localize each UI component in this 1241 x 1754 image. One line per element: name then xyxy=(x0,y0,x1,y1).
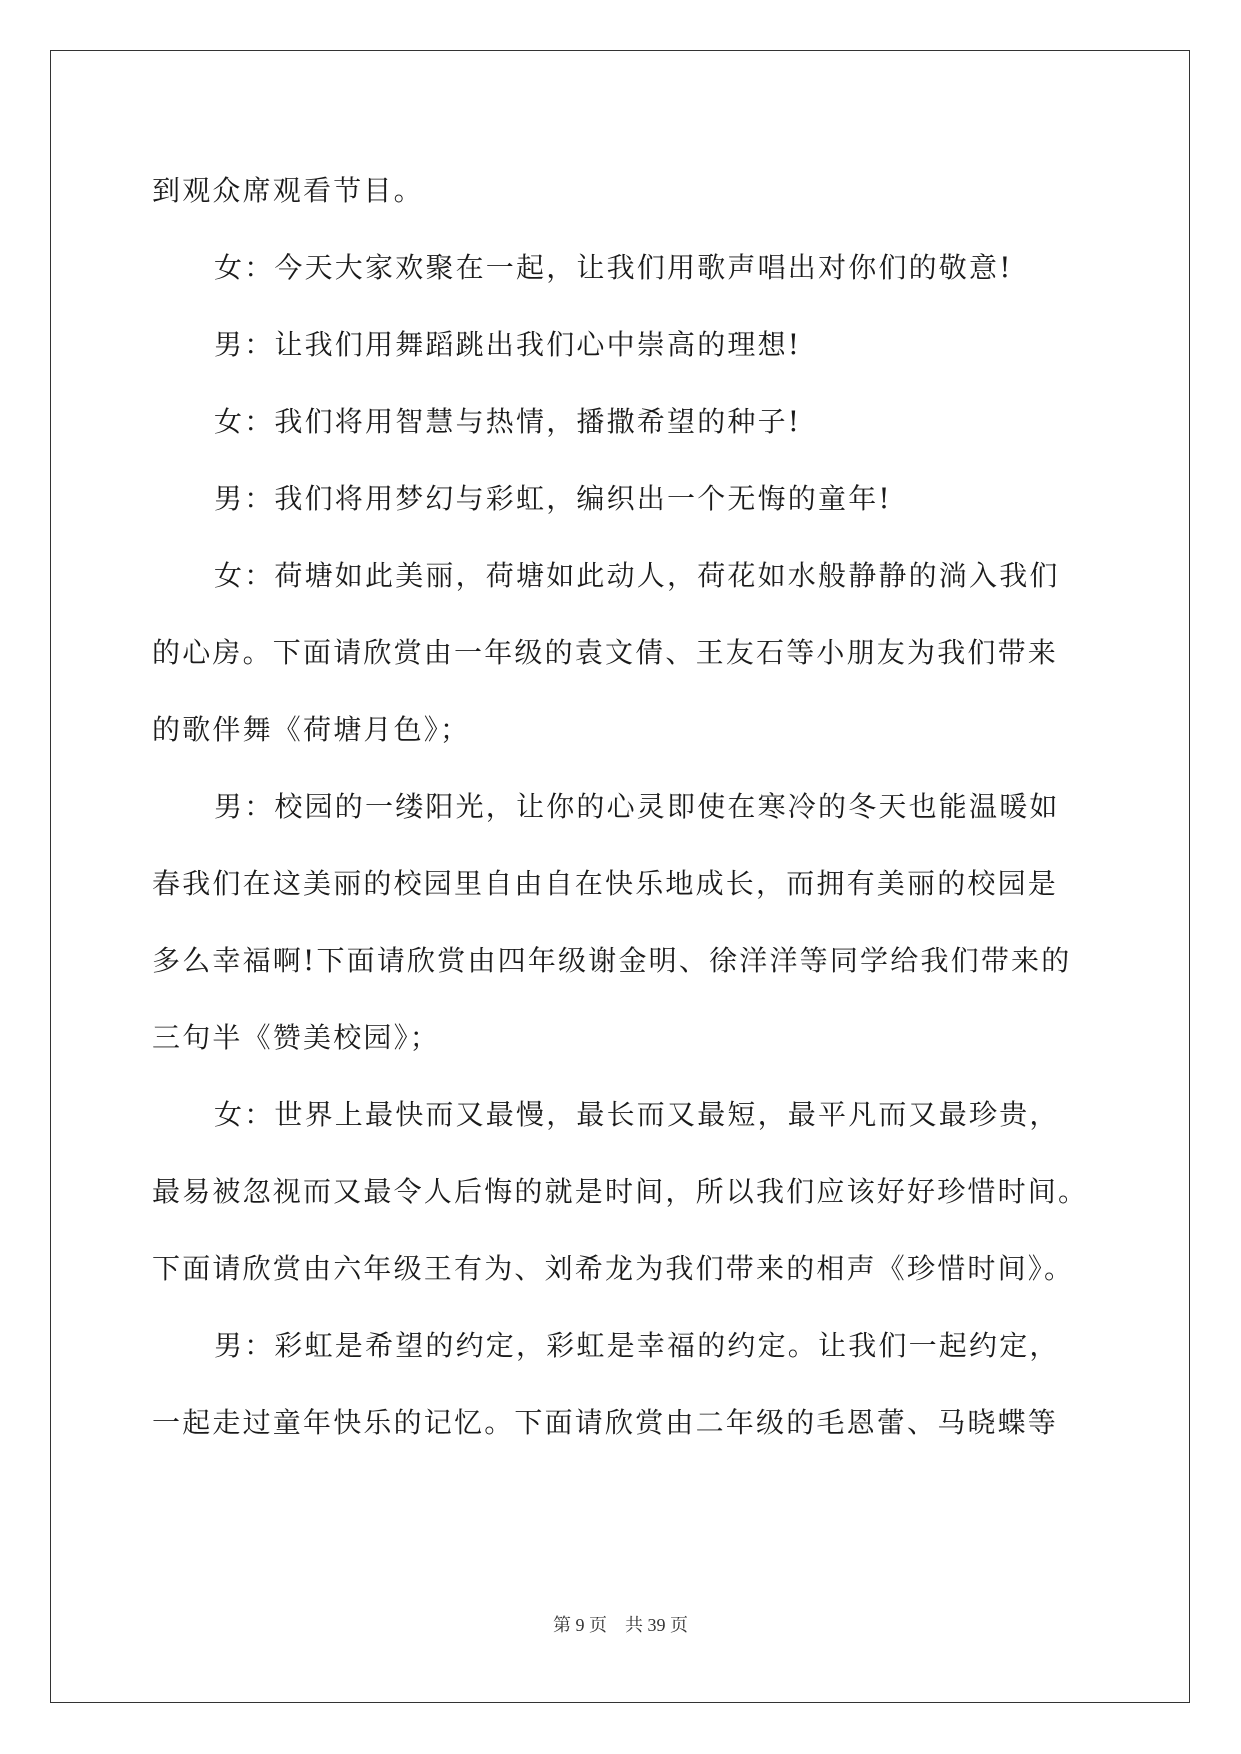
text-line: 女：世界上最快而又最慢，最长而又最短，最平凡而又最珍贵， xyxy=(214,1098,1060,1131)
text-line: 男：彩虹是希望的约定，彩虹是幸福的约定。让我们一起约定， xyxy=(214,1329,1060,1362)
text-line: 春我们在这美丽的校园里自由自在快乐地成长，而拥有美丽的校园是 xyxy=(152,867,1059,900)
text-line: 女：今天大家欢聚在一起，让我们用歌声唱出对你们的敬意! xyxy=(214,251,1013,284)
text-line: 男：让我们用舞蹈跳出我们心中崇高的理想! xyxy=(214,328,802,361)
page-number-footer: 第 9 页 共 39 页 xyxy=(553,1615,688,1635)
text-line: 男：我们将用梦幻与彩虹，编织出一个无悔的童年! xyxy=(214,482,892,515)
text-line: 男：校园的一缕阳光，让你的心灵即使在寒冷的冬天也能温暖如 xyxy=(214,790,1060,823)
text-line: 下面请欣赏由六年级王有为、刘希龙为我们带来的相声《珍惜时间》。 xyxy=(152,1252,1075,1285)
text-line: 到观众席观看节目。 xyxy=(152,174,424,207)
text-line: 最易被忽视而又最令人后悔的就是时间，所以我们应该好好珍惜时间。 xyxy=(152,1175,1089,1208)
text-line: 女：我们将用智慧与热情，播撒希望的种子! xyxy=(214,405,802,438)
text-line: 女：荷塘如此美丽，荷塘如此动人，荷花如水般静静的淌入我们 xyxy=(214,559,1060,592)
text-line: 三句半《赞美校园》； xyxy=(152,1021,441,1054)
text-line: 的心房。下面请欣赏由一年级的袁文倩、王友石等小朋友为我们带来 xyxy=(152,636,1059,669)
text-line: 一起走过童年快乐的记忆。下面请欣赏由二年级的毛恩蕾、马晓蝶等 xyxy=(152,1406,1059,1439)
text-line: 的歌伴舞《荷塘月色》； xyxy=(152,713,471,746)
text-line: 多么幸福啊!下面请欣赏由四年级谢金明、徐洋洋等同学给我们带来的 xyxy=(152,944,1072,977)
